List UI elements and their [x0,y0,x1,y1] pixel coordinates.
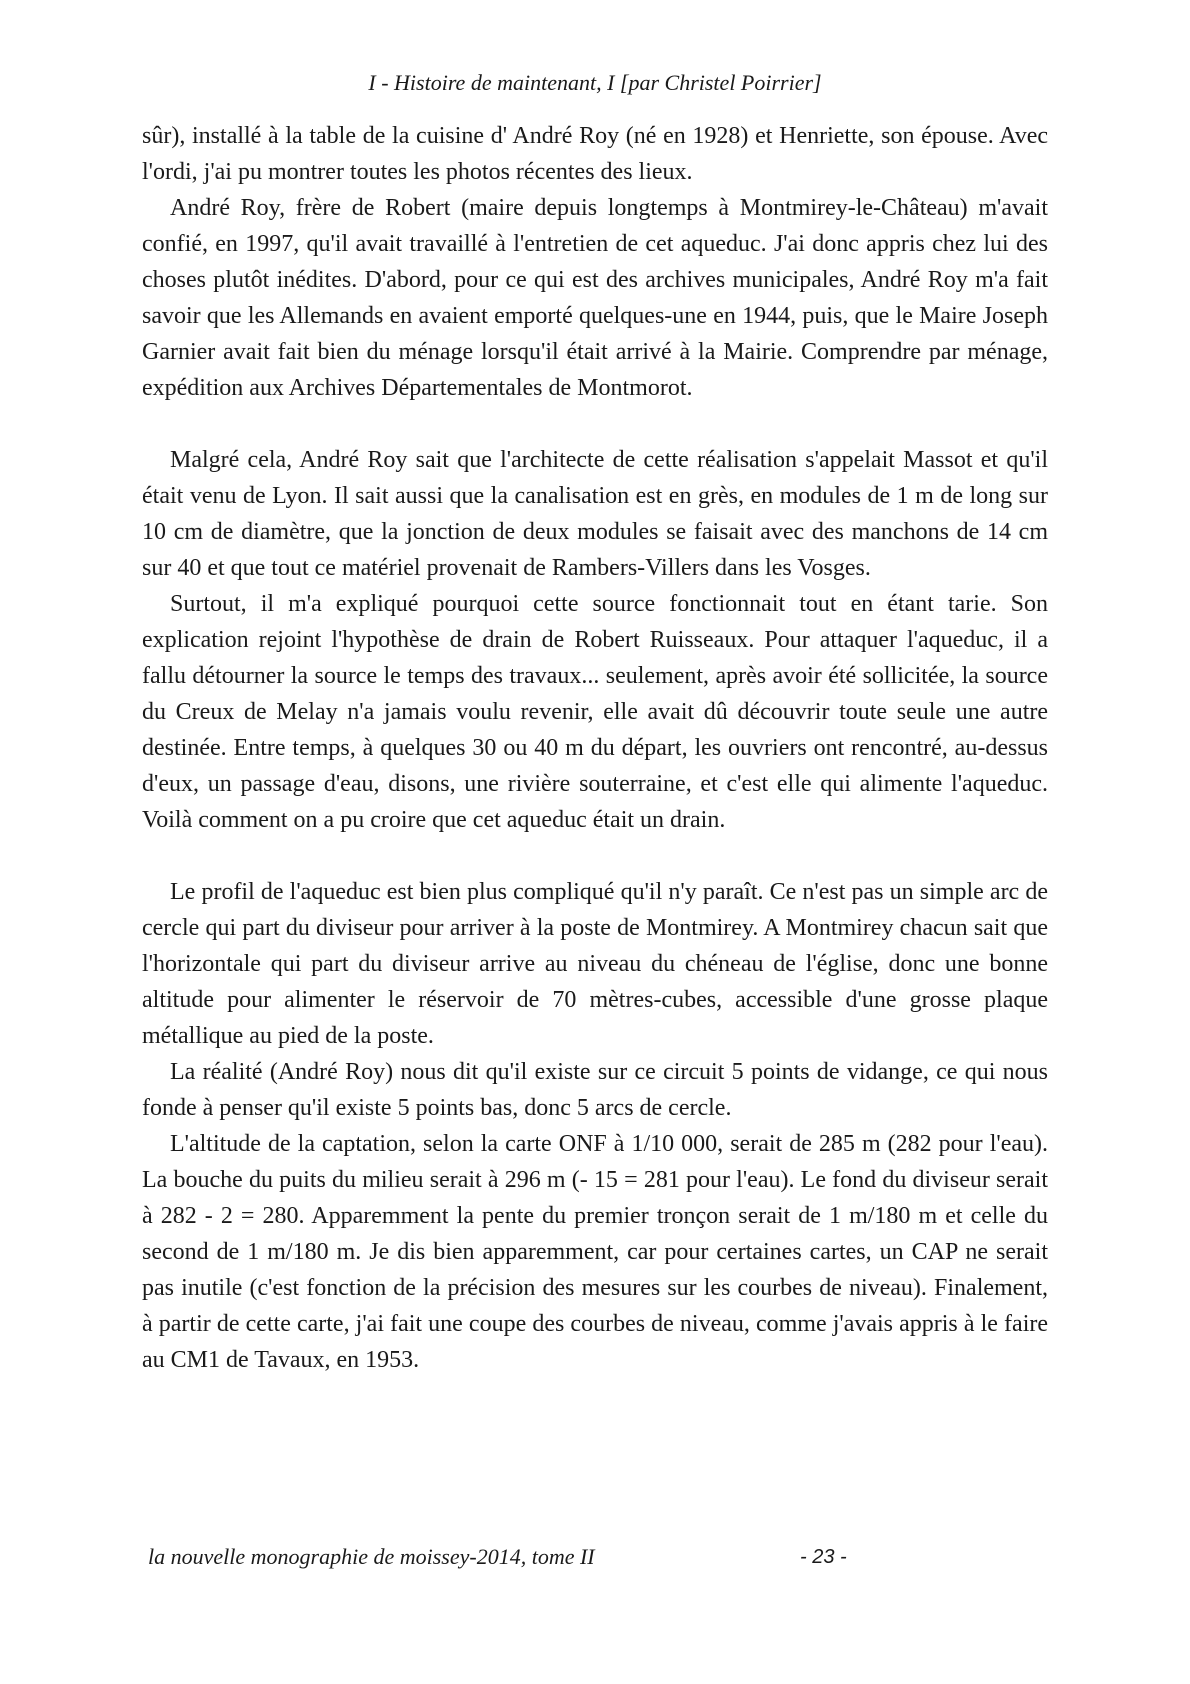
body-text [142,118,1048,1378]
paragraph-5: Le profil de l'aqueduc est bien plus compliqué qu'il n'y paraît. Ce n'est pas un simple arc de cercle qui part du diviseur pour arriver à la poste de Montmirey. A Montmirey chacun sait que l'horizontale qui part du diviseur arrive au niveau du chéneau de l'église, donc une bonne altitude pour alimenter le réservoir de 70 mètres-cubes, accessible d'une grosse plaque métallique au pied de la poste. [142,879,1048,1049]
page-number: - 23 - [800,1546,847,1568]
running-header: I - Histoire de maintenant, I [par Christel Poirrier] [368,70,822,95]
paragraph-6: La réalité (André Roy) nous dit qu'il existe sur ce circuit 5 points de vidange, ce qui nous fonde à penser qu'il existe 5 points bas, donc 5 arcs de cercle. [142,1059,1048,1121]
paragraph-1: sûr), installé à la table de la cuisine d' André Roy (né en 1928) et Henriette, son épouse. Avec l'ordi, j'ai pu montrer toutes les photos récentes des lieux. [142,123,1048,185]
footer-book-title: la nouvelle monographie de moissey-2014, tome II [148,1544,595,1569]
paragraph-7: L'altitude de la captation, selon la carte ONF à 1/10 000, serait de 285 m (282 pour l'eau). La bouche du puits du milieu serait à 296 m (- 15 = 281 pour l'eau). Le fond du diviseur serait à 282 - 2 = 280. Apparemment la pente du premier tronçon serait de 1 m/180 m et celle du second de 1 m/180 m. Je dis bien apparemment, car pour certaines cartes, un CAP ne serait pas inutile (c'est fonction de la précision des mesures sur les courbes de niveau). Finalement, à partir de cette carte, j'ai fait une coupe des courbes de niveau, comme j'avais appris à le faire au CM1 de Tavaux, en 1953. [142,1131,1048,1373]
paragraph-3: Malgré cela, André Roy sait que l'architecte de cette réalisation s'appelait Massot et qu'il était venu de Lyon. Il sait aussi que la canalisation est en grès, en modules de 1 m de long sur 10 cm de diamètre, que la jonction de deux modules se faisait avec des manchons de 14 cm sur 40 et que tout ce matériel provenait de Rambers-Villers dans les Vosges. [142,447,1048,581]
paragraph-4: Surtout, il m'a expliqué pourquoi cette source fonctionnait tout en étant tarie. Son explication rejoint l'hypothèse de drain de Robert Ruisseaux. Pour attaquer l'aqueduc, il a fallu détourner la source le temps des travaux... seulement, après avoir été sollicitée, la source du Creux de Melay n'a jamais voulu revenir, elle avait dû découvrir toute seule une autre destinée. Entre temps, à quelques 30 ou 40 m du départ, les ouvriers ont rencontré, au-dessus d'eux, un passage d'eau, disons, une rivière souterraine, et c'est elle qui alimente l'aqueduc. Voilà comment on a pu croire que cet aqueduc était un drain. [142,591,1048,833]
paragraph-2: André Roy, frère de Robert (maire depuis longtemps à Montmirey-le-Château) m'avait confié, en 1997, qu'il avait travaillé à l'entretien de cet aqueduc. J'ai donc appris chez lui des choses plutôt inédites. D'abord, pour ce qui est des archives municipales, André Roy m'a fait savoir que les Allemands en avaient emporté quelques-une en 1944, puis, que le Maire Joseph Garnier avait fait bien du ménage lorsqu'il était arrivé à la Mairie. Comprendre par ménage, expédition aux Archives Départementales de Montmorot. [142,195,1048,401]
